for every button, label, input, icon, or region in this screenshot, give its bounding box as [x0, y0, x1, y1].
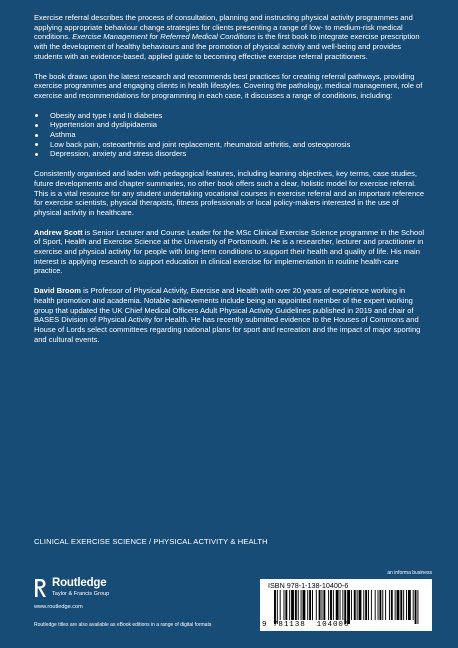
barcode-bar: [312, 590, 313, 620]
back-cover-text: [34, 13, 426, 354]
barcode-bar: [280, 590, 281, 620]
barcode-group-2: 104006: [316, 621, 350, 629]
barcode-bar: [389, 590, 390, 620]
list-item: Low back pain, osteoarthritis and joint replacement, rheumatoid arthritis, and osteoporosis: [50, 140, 426, 150]
isbn-barcode: [260, 579, 432, 631]
barcode-bar: [285, 590, 287, 620]
barcode-bar: [323, 590, 325, 620]
barcode-bar: [301, 590, 302, 620]
publisher-logo: [34, 577, 174, 609]
subject-category: CLINICAL EXERCISE SCIENCE / PHYSICAL ACTIVITY & HEALTH: [34, 537, 268, 546]
publisher-url: www.routledge.com: [34, 604, 83, 610]
barcode-bar: [403, 590, 404, 620]
barcode-group-1: 781138: [272, 621, 306, 629]
barcode-bar: [359, 590, 362, 620]
barcode-bar: [347, 590, 350, 624]
barcode-bar: [316, 590, 317, 620]
barcode-bar: [291, 590, 294, 620]
barcode-bar: [382, 590, 383, 620]
author-bio-text: is Senior Lecturer and Course Leader for the MSc Clinical Exercise Science programme in the School of Sport, Health and Exercise Science at the University of Portsmouth. He is a researcher, lecturer and practitioner in exercise and physical activity for people with long-term conditions to support their health and quality of life. His main interest is applying research to support education in clinical exercise for implementation in routine health-care practice.: [34, 227, 425, 276]
barcode-bar: [406, 590, 407, 620]
barcode-bar: [408, 590, 411, 620]
barcode-digits: [262, 621, 430, 629]
barcode-bar: [391, 590, 393, 620]
conditions-list: [34, 111, 426, 160]
barcode-bar: [295, 590, 297, 620]
barcode-bar: [298, 590, 299, 620]
barcode-bar: [322, 590, 323, 620]
ebook-note: Routledge titles are also available as eBook editions in a range of digital formats: [34, 622, 212, 628]
barcode-bar: [342, 590, 343, 620]
barcode-bar: [415, 590, 417, 624]
author-name: Andrew Scott: [34, 227, 83, 237]
barcode-bar: [371, 590, 372, 620]
routledge-logo-icon: [34, 578, 47, 598]
barcode-bar: [417, 590, 418, 624]
publisher-name: Routledge: [52, 577, 107, 589]
barcode-bar: [363, 590, 364, 620]
features-paragraph: Consistently organised and laden with pedagogical features, including learning objectives, key terms, case studies, future developments and chapter summaries, no other book offers such a clear, holistic model for exercise referral. This is a vital resource for any student undertaking vocational courses in exercise referral and an important reference for exercise scientists, physical therapists, fitness professionals or local policy-makers interested in the use of physical activity in healthcare.: [34, 169, 425, 217]
barcode-bar: [340, 590, 341, 620]
list-item: Depression, anxiety and stress disorders: [50, 149, 426, 159]
barcode-bar: [277, 590, 278, 624]
list-item: Obesity and type I and II diabetes: [50, 111, 426, 121]
book-title: Exercise Management for Referred Medical Conditions: [72, 32, 256, 42]
list-item: Asthma: [50, 130, 426, 140]
barcode-bars: [272, 590, 422, 624]
author-name: David Broom: [34, 286, 81, 296]
intro-text-cont: is the first book to integrate exercise prescription with the development of healthy behaviours and the promotion of physical activity and well-being and provides students with an evidence-based, applied guide to becoming effective exercise referral practitioners.: [34, 32, 420, 61]
barcode-bar: [357, 590, 358, 620]
publisher-group: Taylor & Francis Group: [52, 591, 110, 597]
barcode-bar: [303, 590, 306, 620]
barcode-bar: [319, 590, 321, 620]
isbn-number: ISBN 978-1-138-10400-6: [268, 581, 349, 590]
barcode-bar: [328, 590, 329, 620]
barcode-bar: [385, 590, 386, 620]
barcode-bar: [378, 590, 379, 620]
barcode-bar: [333, 590, 334, 620]
author-bio-text: is Professor of Physical Activity, Exercise and Health with over 20 years of experience working in health promotion and academia. Notable achievements include being an appointed member of the expert working group that updated the UK Chief Medical Officers Adult Physical Activity Guidelines published in 2019 and chair of BASES Division of Physical Activity for Health. He has recently submitted evidence to the Houses of Commons and House of Lords select committees regarding national plans for sport and recreation and the impact of major sporting and cultural events.: [34, 286, 421, 344]
intro-paragraph: [34, 13, 426, 62]
barcode-bar: [330, 590, 332, 620]
author-bio: [34, 228, 426, 277]
list-item: Hypertension and dyslipidaemia: [50, 120, 426, 130]
barcode-bar: [379, 590, 381, 620]
barcode-lead-digit: 9: [262, 621, 268, 629]
intro-text: Exercise referral describes the process of consultation, planning and instructing physical activity programmes and applying appropriate behaviour change strategies for clients presenting a range of low- to medium-risk medical conditions.: [34, 13, 413, 42]
barcode-bar: [365, 590, 367, 620]
barcode-bar: [284, 590, 285, 620]
barcode-bar: [274, 590, 276, 624]
barcode-bar: [309, 590, 311, 620]
barcode-bar: [397, 590, 400, 620]
barcode-bar: [413, 590, 414, 620]
barcode-bar: [395, 590, 396, 620]
barcode-bar: [368, 590, 369, 620]
barcode-bar: [375, 590, 376, 620]
description-paragraph: The book draws upon the latest research and recommends best practices for creating referral pathways, providing exercise programmes and engaging clients in health lifestyles. Covering the pathology, medical management, role of exercise and recommendations for programming in each case, it discusses a range of conditions, including:: [34, 71, 423, 100]
barcode-bar: [344, 590, 346, 624]
barcode-bar: [354, 590, 356, 620]
barcode-bar: [400, 590, 402, 620]
barcode-bar: [336, 590, 339, 620]
barcode-bar: [351, 590, 352, 620]
author-bio: [34, 286, 426, 344]
informa-tagline: an informa business: [387, 570, 432, 576]
barcode-bar: [307, 590, 308, 620]
barcode-bar: [289, 590, 290, 620]
